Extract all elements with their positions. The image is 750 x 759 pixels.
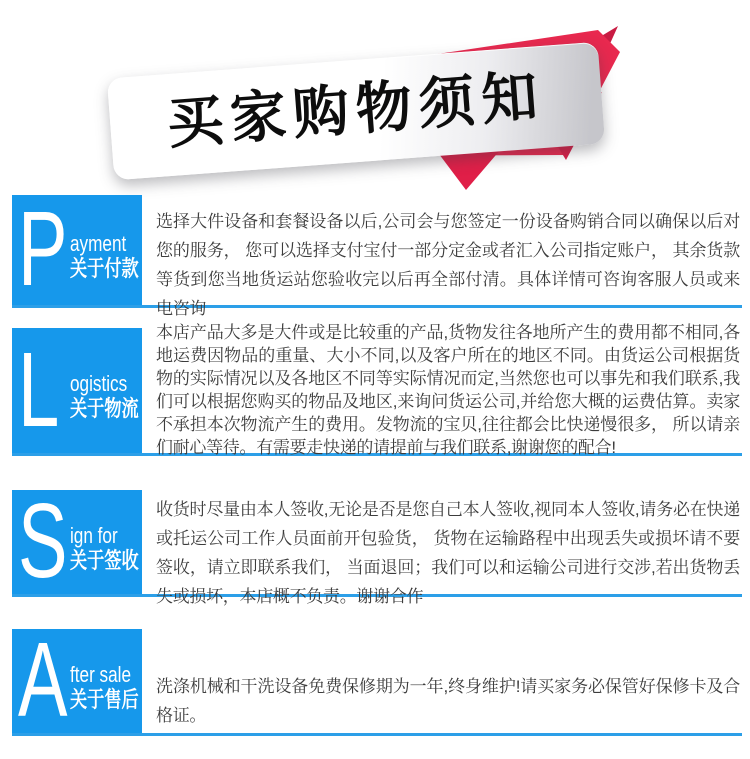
sign-for-body-text: 收货时尽量由本人签收,无论是否是您自己本人签收,视同本人签收,请务必在快递或托运公司工作人员面前开包验货， 货物在运输路程中出现丢失或损坏请不要签收，请立即联系我们， 当面退回；我们可以和运输公司进行交涉,若出货物丢失或损坏，本店概不负责。谢谢合作: [156, 500, 740, 606]
payment-body-text: 选择大件设备和套餐设备以后,公司会与您签定一份设备购销合同以确保以后对您的服务， 您可以选择支付宝付一部分定金或者汇入公司指定账户， 其余货款等货到您当地货运站您验收完以后再全部付清。具体详情可咨询客服人员或来电咨询: [156, 212, 740, 318]
section-sign-for: [12, 490, 742, 606]
sign-for-badge: [12, 490, 142, 594]
after-sale-english-label: fter sale: [70, 661, 132, 687]
payment-chinese-label: 关于付款: [70, 255, 139, 281]
section-payment: [12, 195, 742, 318]
sign-for-initial-letter: S: [18, 490, 68, 594]
notice-list: [0, 195, 750, 736]
logistics-english-label: ogistics: [70, 371, 128, 397]
after-sale-badge: [12, 629, 142, 733]
payment-english-label: ayment: [70, 230, 127, 256]
logistics-chinese-label: 关于物流: [70, 396, 139, 422]
logistics-initial-letter: L: [18, 330, 60, 449]
after-sale-badge-labels: [70, 663, 139, 713]
section-after-sale: [12, 629, 742, 736]
payment-badge-labels: [70, 232, 139, 282]
logistics-body-text: 本店产品大多是大件或是比较重的产品,货物发往各地所产生的费用都不相同,各地运费因物品的重量、大小不同,以及客户所在的地区不同。由货运公司根据货物的实际情况以及各地区不同等实际情况而定,当然您也可以事先和我们联系,我们可以根据您购买的物品及地区,来询问货运公司,并给您大概的运费估算。卖家不承担本次物流产生的费用。发物流的宝贝,往往都会比快递慢很多， 所以请亲们耐心等待。有需要走快递的请提前与我们联系,谢谢您的配合!: [156, 322, 740, 457]
section-logistics: [12, 322, 742, 457]
logistics-badge-labels: [70, 372, 139, 422]
page-title: 买家购物须知: [165, 63, 547, 156]
header-banner: [0, 0, 750, 190]
sign-for-chinese-label: 关于签收: [70, 547, 139, 573]
after-sale-body-text: 洗涤机械和干洗设备免费保修期为一年,终身维护!请买家务必保管好保修卡及合格证。: [156, 677, 740, 725]
sign-for-badge-labels: [70, 524, 139, 574]
sign-for-english-label: ign for: [70, 522, 118, 548]
logistics-badge: [12, 328, 142, 453]
payment-badge: [12, 195, 142, 305]
payment-initial-letter: P: [18, 195, 68, 305]
after-sale-chinese-label: 关于售后: [70, 686, 139, 712]
after-sale-initial-letter: A: [18, 629, 68, 733]
